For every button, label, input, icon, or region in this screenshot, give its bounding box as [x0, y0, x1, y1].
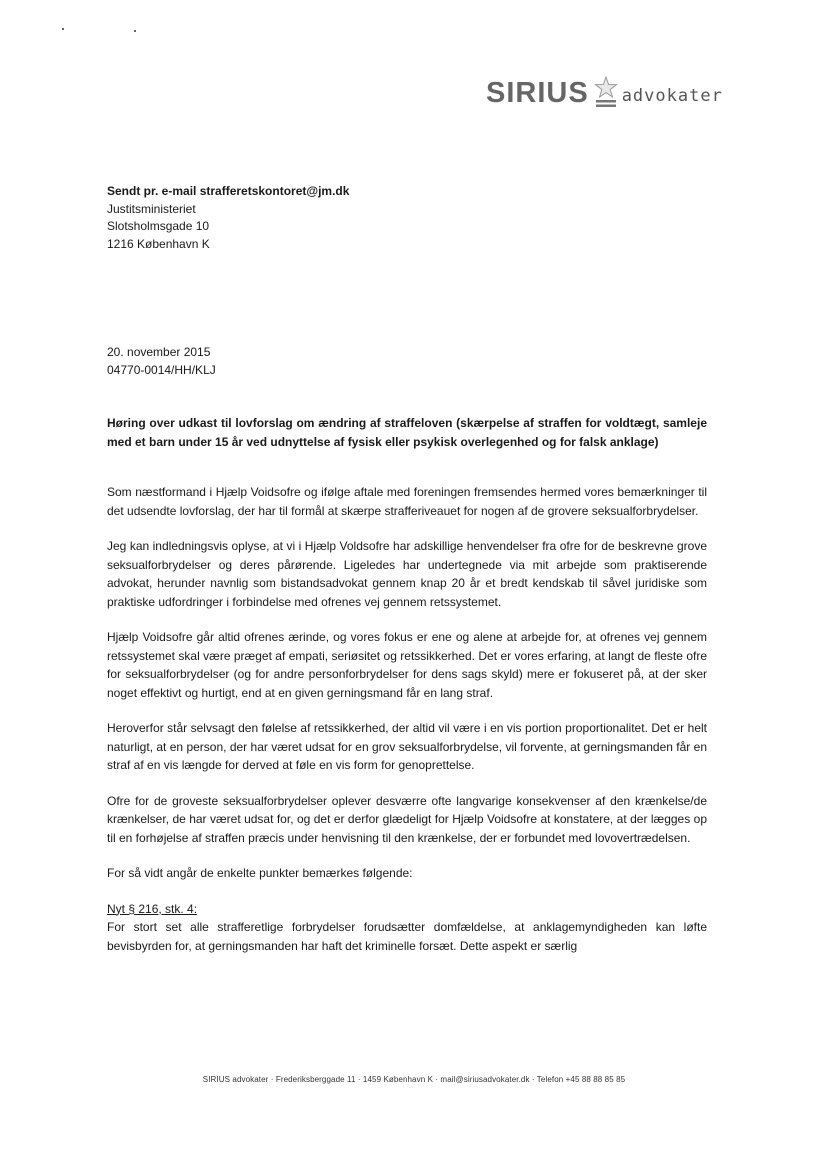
- section-text: For stort set alle strafferetlige forbrydelser forudsætter domfældelse, at anklagemyndigheden kan løfte bevisbyrden for, at gerningsmanden har haft det kriminelle forsæt. Dette aspekt er særlig: [107, 920, 707, 953]
- logo-name: SIRIUS: [486, 77, 589, 109]
- letter-meta: [107, 344, 707, 379]
- body-paragraph: Hjælp Voidsofre går altid ofrenes ærinde, og vores fokus er ene og alene at arbejde for, at ofrenes vej gennem retssystemet skal være præget af empati, seriøsitet og retssikkerhed. Det er vores erfaring, at langt de fleste ofre for seksualforbrydelser (og for andre personforbrydelser for dens sags skyld) mere er fokuseret på, at der sker noget effektivt og hurtigt, end at en given gerningsmand får en lang straf.: [107, 630, 707, 700]
- scan-speck: [62, 28, 64, 30]
- company-logo: [486, 72, 723, 108]
- logo-tagline: advokater: [621, 86, 723, 106]
- letter-body: [107, 483, 707, 955]
- recipient-org: Justitsministeriet: [107, 201, 196, 216]
- star-icon: [593, 76, 619, 108]
- section-heading: Nyt § 216, stk. 4:: [107, 901, 198, 916]
- recipient-street: Slotsholmsgade 10: [107, 219, 210, 233]
- body-paragraph: Ofre for de groveste seksualforbrydelser oplever desværre ofte langvarige konsekvenser af den krænkelse/de krænkelser, de har været udsat for, og det er derfor glædeligt for Hjælp Voidsofre at konstatere, at der lægges op til en forhøjelse af straffen præcis under henvisning til den krænkelse, der er forbundet med lovovertrædelsen.: [107, 793, 707, 845]
- body-paragraph: Heroverfor står selvsagt den følelse af retssikkerhed, der altid vil være i en vis portion proportionalitet. Det er helt naturligt, at en person, der har været udsat for en grov seksualforbrydelse, vil forvente, at gerningsmanden får en straf af en vis længde for derved at føle en vis form for genoprettelse.: [107, 721, 707, 772]
- letter-subject: Høring over udkast til lovforslag om ændring af straffeloven (skærpelse af straffen for voldtægt, samleje med et barn under 15 år ved udnyttelse af fysisk eller psykisk overlegenhed og for falsk anklage): [107, 416, 707, 449]
- recipient-address: [107, 183, 707, 253]
- sent-by-email-line: Sendt pr. e-mail strafferetskontoret@jm.dk: [107, 184, 350, 198]
- body-paragraph: Jeg kan indledningsvis oplyse, at vi i Hjælp Voldsofre har adskillige henvendelser fra ofre for de beskrevne grove seksualforbrydelser og deres pårørende. Ligeledes har undertegnede via mit arbejde som praktiserende advokat, herunder navnlig som bistandsadvokat gennem knap 20 år et bredt kendskab til såvel juridiske som praktiske udfordringer i forbindelse med ofrenes vej gennem retssystemet.: [107, 539, 707, 609]
- body-paragraph: For så vidt angår de enkelte punkter bemærkes følgende:: [107, 866, 413, 880]
- body-paragraph: Som næstformand i Hjælp Voidsofre og ifølge aftale med foreningen fremsendes hermed vores bemærkninger til det udsendte lovforslag, der har til formål at skærpe strafferiveauet for nogen af de grovere seksualforbrydelser.: [107, 485, 707, 518]
- scan-speck: [134, 30, 136, 32]
- letter-date: 20. november 2015: [107, 345, 211, 359]
- letter-reference: 04770-0014/HH/KLJ: [107, 362, 216, 377]
- page-footer: SIRIUS advokater · Frederiksberggade 11 · 1459 København K · mail@siriusadvokater.dk · Telefon +45 88 88 85 85: [202, 1075, 626, 1084]
- recipient-city: 1216 København K: [107, 236, 210, 251]
